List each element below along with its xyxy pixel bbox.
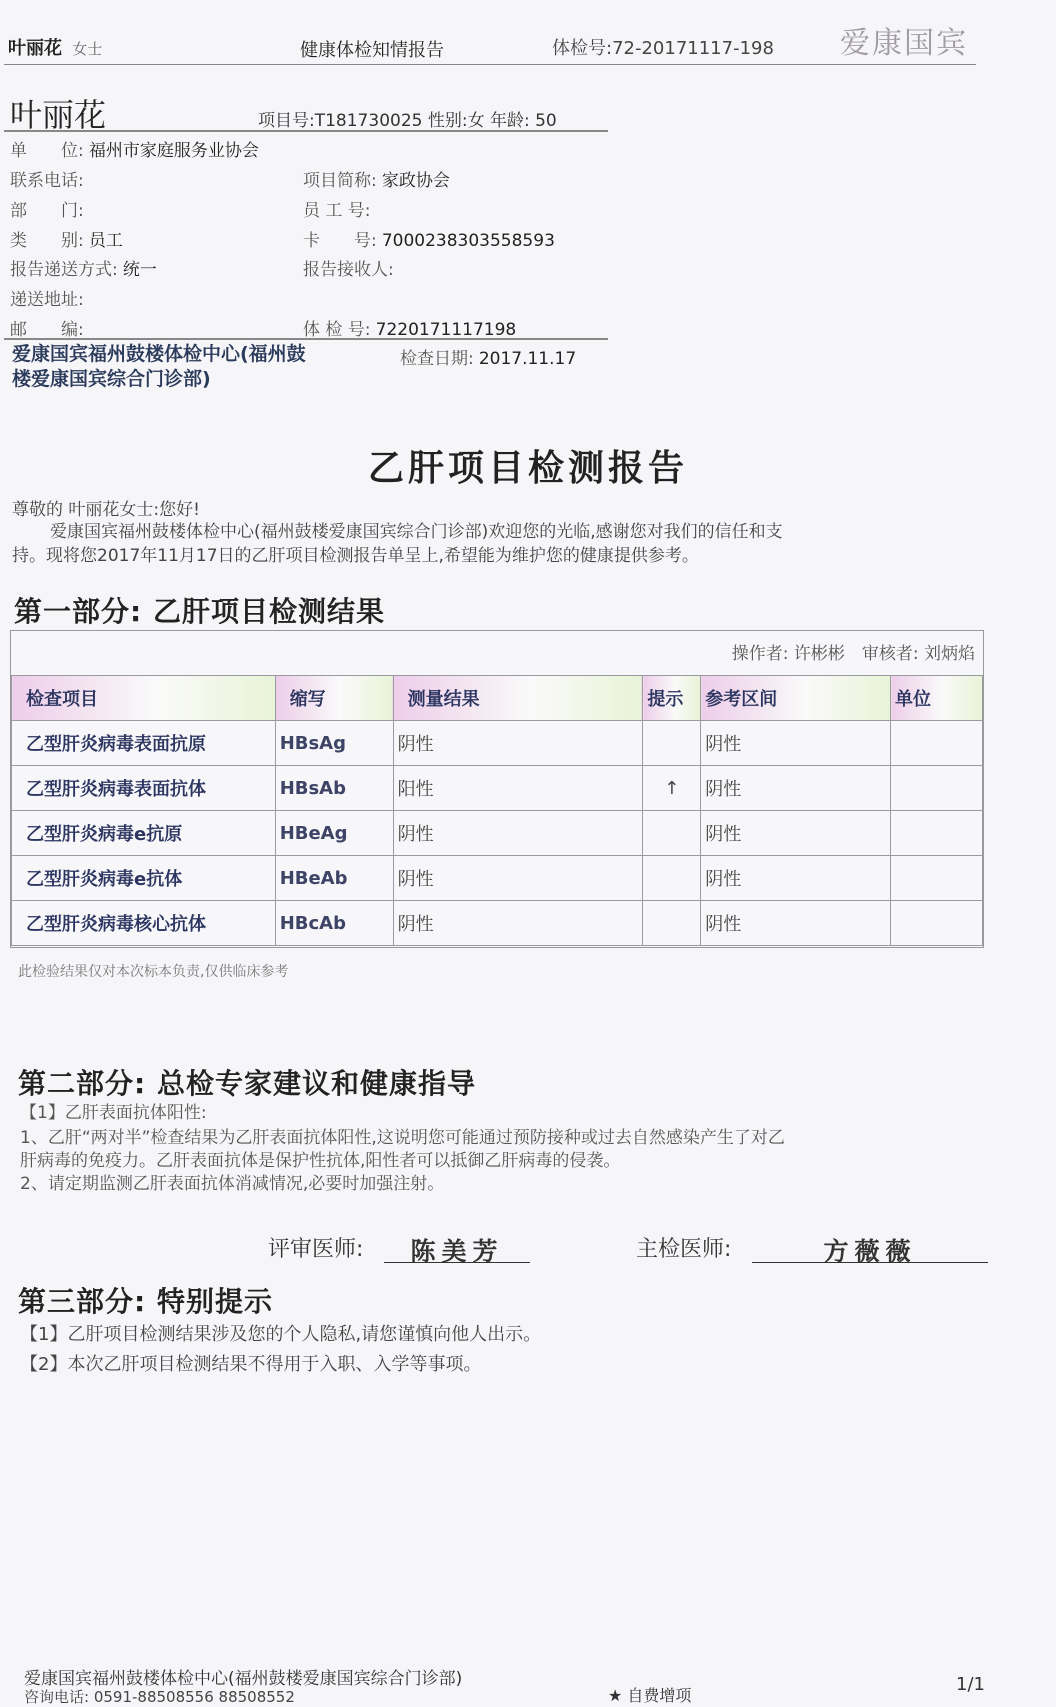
table-row — [12, 721, 983, 766]
part3-heading: 第三部分: 特别提示 — [18, 1285, 273, 1318]
table-row — [12, 856, 983, 901]
cell-hint-up-arrow: ↑ — [643, 766, 701, 811]
results-table — [11, 675, 983, 946]
cell-abbr: HBeAg — [275, 811, 393, 856]
cell-unit — [891, 901, 983, 946]
cell-item: 乙型肝炎病毒e抗原 — [12, 811, 276, 856]
table-row — [12, 811, 983, 856]
chief-signature-line — [752, 1262, 988, 1263]
cell-hint — [643, 901, 701, 946]
exam-center-name: 爱康国宾福州鼓楼体检中心(福州鼓楼爱康国宾综合门诊部) — [12, 343, 306, 390]
tip-2: 【2】本次乙肝项目检测结果不得用于入职、入学等事项。 — [20, 1354, 482, 1375]
cell-result: 阳性 — [393, 766, 643, 811]
field-postcode: 邮 编: — [10, 320, 84, 340]
header-honorific: 女士 — [72, 40, 103, 58]
col-header-abbr: 缩写 — [275, 676, 393, 721]
table-row — [12, 901, 983, 946]
cell-abbr: HBcAb — [275, 901, 393, 946]
report-title: 乙肝项目检测报告 — [367, 448, 688, 489]
footer-self-pay-star-icon: ★ 自费增项 — [608, 1686, 692, 1705]
reviewer-signature: 陈美芳 — [410, 1237, 504, 1266]
cell-unit — [891, 811, 983, 856]
cell-abbr: HBsAb — [275, 766, 393, 811]
cell-reference: 阴性 — [701, 856, 891, 901]
col-header-result: 测量结果 — [393, 676, 643, 721]
cell-item: 乙型肝炎病毒核心抗体 — [12, 901, 276, 946]
cell-item: 乙型肝炎病毒表面抗体 — [12, 766, 276, 811]
field-unit: 单 位: 福州市家庭服务业协会 — [10, 141, 259, 161]
header-exam-number: 体检号:72-20171117-198 — [552, 38, 774, 59]
reviewer-signature-line — [384, 1262, 530, 1263]
col-header-item: 检查项目 — [12, 676, 276, 721]
tip-1: 【1】乙肝项目检测结果涉及您的个人隐私,请您谨慎向他人出示。 — [20, 1324, 542, 1345]
cell-unit — [891, 856, 983, 901]
cell-reference: 阴性 — [701, 811, 891, 856]
field-department: 部 门: — [10, 201, 84, 221]
cell-reference: 阴性 — [701, 721, 891, 766]
header-brand-logo: 爱康国宾 — [840, 26, 968, 61]
cell-reference: 阴性 — [701, 766, 891, 811]
patient-name: 叶丽花 — [10, 96, 107, 134]
field-category: 类 别: 员工 — [10, 231, 123, 251]
field-exam-date: 检查日期: 2017.11.17 — [400, 349, 577, 369]
cell-result: 阴性 — [393, 856, 643, 901]
table-row — [12, 766, 983, 811]
chief-label: 主检医师: — [636, 1237, 732, 1262]
results-disclaimer: 此检验结果仅对本次标本负责,仅供临床参考 — [18, 964, 289, 980]
field-project-short: 项目简称: 家政协会 — [303, 171, 450, 191]
cell-unit — [891, 721, 983, 766]
operator-reviewer: 操作者: 许彬彬 审核者: 刘炳焰 — [731, 644, 975, 664]
greeting-line-1: 爱康国宾福州鼓楼体检中心(福州鼓楼爱康国宾综合门诊部)欢迎您的光临,感谢您对我们的信任和支 — [50, 522, 783, 542]
cell-result: 阴性 — [393, 901, 643, 946]
greeting-salutation: 尊敬的 叶丽花女士:您好! — [12, 500, 200, 520]
header-title: 健康体检知情报告 — [300, 40, 444, 61]
field-card-no: 卡 号: 7000238303558593 — [303, 231, 555, 251]
patient-divider-bottom — [4, 338, 608, 340]
part1-heading: 第一部分: 乙肝项目检测结果 — [14, 595, 385, 628]
col-header-unit: 单位 — [891, 676, 983, 721]
cell-result: 阴性 — [393, 811, 643, 856]
field-delivery-method: 报告递送方式: 统一 — [10, 260, 157, 280]
cell-unit — [891, 766, 983, 811]
field-employee-no: 员 工 号: — [303, 201, 371, 221]
patient-meta: 项目号:T181730025 性别:女 年龄: 50 — [258, 111, 557, 131]
cell-hint — [643, 811, 701, 856]
advice-line-1: 【1】乙肝表面抗体阳性: — [20, 1103, 207, 1123]
header-patient-name: 叶丽花 女士 — [8, 38, 103, 59]
field-delivery-address: 递送地址: — [10, 290, 84, 310]
field-exam-no: 体 检 号: 7220171117198 — [303, 320, 517, 340]
footer-phone: 咨询电话: 0591-88508556 88508552 — [24, 1688, 295, 1706]
table-header-row — [12, 676, 983, 721]
cell-hint — [643, 721, 701, 766]
page-number: 1/1 — [956, 1674, 985, 1695]
field-report-receiver: 报告接收人: — [303, 260, 394, 280]
advice-line-3: 肝病毒的免疫力。乙肝表面抗体是保护性抗体,阳性者可以抵御乙肝病毒的侵袭。 — [20, 1151, 621, 1171]
cell-item: 乙型肝炎病毒e抗体 — [12, 856, 276, 901]
cell-abbr: HBsAg — [275, 721, 393, 766]
cell-hint — [643, 856, 701, 901]
footer-center-name: 爱康国宾福州鼓楼体检中心(福州鼓楼爱康国宾综合门诊部) — [24, 1669, 463, 1689]
cell-item: 乙型肝炎病毒表面抗原 — [12, 721, 276, 766]
advice-line-4: 2、请定期监测乙肝表面抗体消减情况,必要时加强注射。 — [20, 1174, 445, 1194]
reviewer-label: 评审医师: — [268, 1237, 364, 1262]
part2-heading: 第二部分: 总检专家建议和健康指导 — [18, 1067, 476, 1100]
header-divider — [4, 64, 976, 65]
cell-result: 阴性 — [393, 721, 643, 766]
advice-line-2: 1、乙肝“两对半”检查结果为乙肝表面抗体阳性,这说明您可能通过预防接种或过去自然感染产生了对乙 — [20, 1128, 785, 1148]
patient-divider-top — [4, 130, 608, 132]
col-header-hint: 提示 — [643, 676, 701, 721]
cell-reference: 阴性 — [701, 901, 891, 946]
field-phone: 联系电话: — [10, 171, 84, 191]
greeting-line-2: 持。现将您2017年11月17日的乙肝项目检测报告单呈上,希望能为维护您的健康提供参考。 — [12, 546, 699, 566]
col-header-reference: 参考区间 — [701, 676, 891, 721]
results-panel — [10, 630, 984, 948]
cell-abbr: HBeAb — [275, 856, 393, 901]
chief-signature: 方薇薇 — [823, 1237, 917, 1266]
